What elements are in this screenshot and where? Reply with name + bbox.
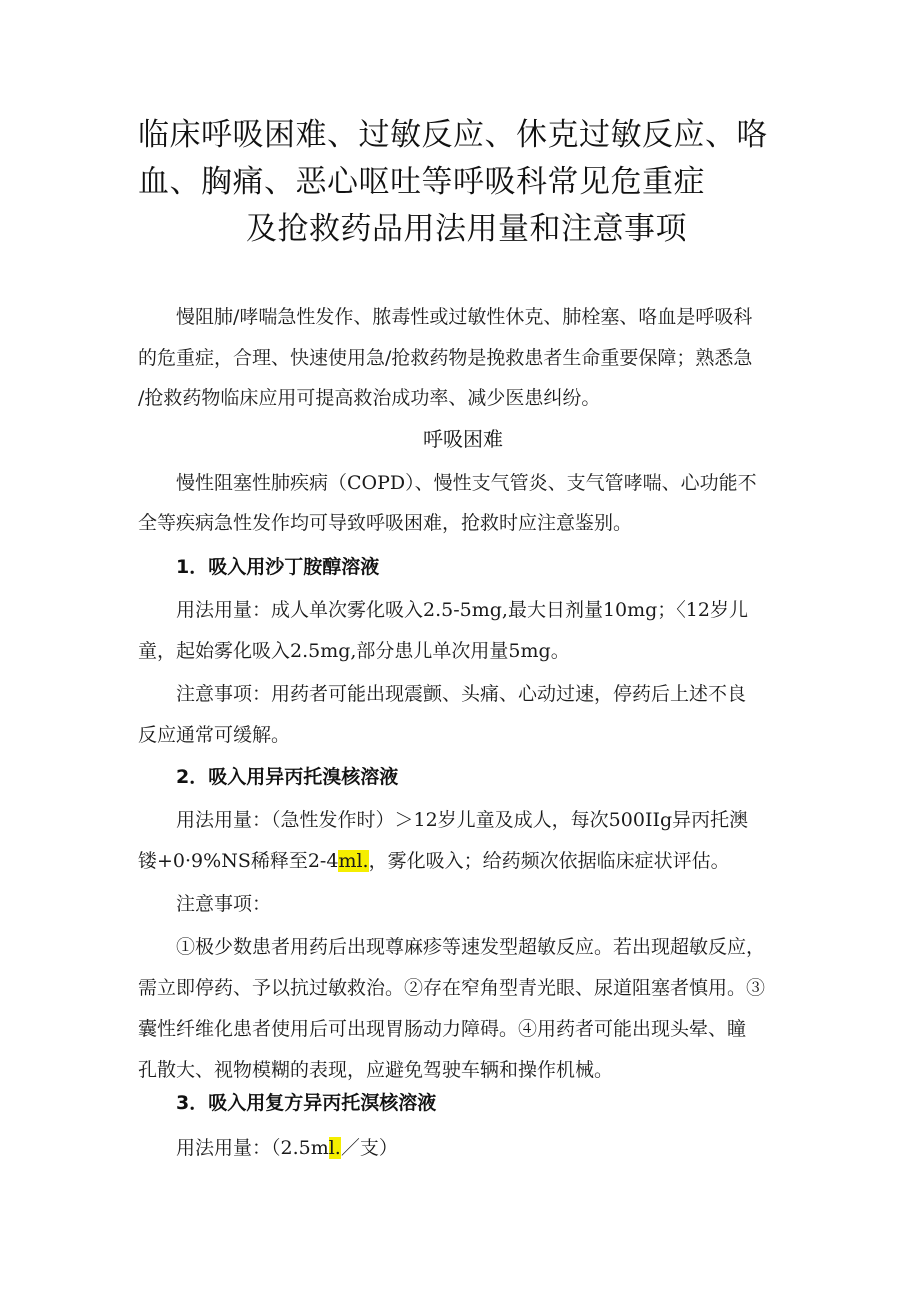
item-2-usage-line-2-end: ，雾化吸入；给药频次依据临床症状评估。 xyxy=(368,850,730,872)
highlighted-unit-2: l. xyxy=(328,1137,341,1159)
item-2-usage-line-1: 用法用量：（急性发作时）＞12岁儿童及成人，每次500IIg异丙托澳 xyxy=(176,809,749,831)
intro-line-2: 的危重症，合理、快速使用急/抢救药物是挽救患者生命重要保障；熟悉急 xyxy=(138,347,753,369)
section-intro-line-1: 慢性阻塞性肺疾病（COPD）、慢性支气管炎、支气管哮喘、心功能不 xyxy=(176,472,757,494)
item-2-note-line-4: 孔散大、视物模糊的表现，应避免驾驶车辆和操作机械。 xyxy=(138,1059,614,1081)
item-3-title: 3．吸入用复方异丙托溟核溶液 xyxy=(176,1092,437,1114)
intro-line-3: /抢救药物临床应用可提高救治成功率、减少医患纠纷。 xyxy=(138,387,601,409)
document-title xyxy=(138,112,798,253)
item-1-note-line-2: 反应通常可缓解。 xyxy=(138,724,291,746)
item-2-note-label: 注意事项： xyxy=(176,893,272,915)
item-1-note-line-1: 注意事项：用药者可能出现震颤、头痛、心动过速，停药后上述不良 xyxy=(176,683,747,705)
item-1-title: 1．吸入用沙丁胺醇溶液 xyxy=(176,556,380,578)
title-line-3: 及抢救药品用法用量和注意事项 xyxy=(246,211,687,247)
title-line-2: 血、胸痛、恶心呕吐等呼吸科常见危重症 xyxy=(138,164,705,200)
intro-line-1: 慢阻肺/哮喘急性发作、脓毒性或过敏性休克、肺栓塞、咯血是呼吸科 xyxy=(176,306,753,328)
item-2-note-line-1: ①极少数患者用药后出现尊麻疹等速发型超敏反应。若出现超敏反应， xyxy=(176,936,766,958)
section-intro-line-2: 全等疾病急性发作均可导致呼吸困难，抢救时应注意鉴别。 xyxy=(138,512,633,534)
item-1-usage-line-1: 用法用量：成人单次雾化吸入2.5-5mg,最大日剂量10mg；〈12岁儿 xyxy=(176,599,748,621)
item-3-usage-end: ／支） xyxy=(340,1137,398,1159)
item-3-usage-start: 用法用量：（2.5m xyxy=(176,1137,329,1159)
section-heading: 呼吸困难 xyxy=(423,427,503,451)
item-3-usage-line xyxy=(176,1133,398,1163)
item-1-usage-line-2: 童，起始雾化吸入2.5mg,部分患儿单次用量5mg。 xyxy=(138,640,570,662)
item-2-title: 2．吸入用异丙托溴核溶液 xyxy=(176,766,399,788)
title-line-1: 临床呼吸困难、过敏反应、休克过敏反应、咯 xyxy=(138,117,768,153)
item-2-usage-line-2-start: 镂+0·9%NS稀释至2-4 xyxy=(138,850,339,872)
item-2-note-line-3: 囊性纤维化患者使用后可出现胃肠动力障碍。④用药者可能出现头晕、瞳 xyxy=(138,1018,747,1040)
item-2-usage-line-2 xyxy=(138,846,730,876)
highlighted-unit: ml. xyxy=(338,850,369,872)
item-2-note-line-2: 需立即停药、予以抗过敏救治。②存在窄角型青光眼、尿道阻塞者慎用。③ xyxy=(138,977,766,999)
